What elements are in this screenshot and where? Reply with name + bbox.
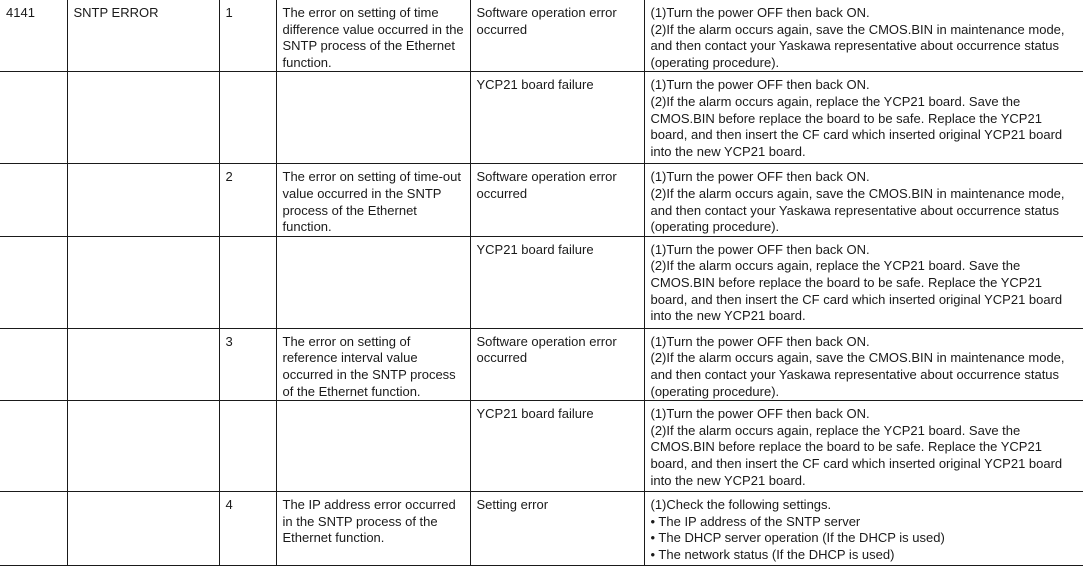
sub-code: 1 — [219, 0, 276, 72]
alarm-code-empty — [0, 328, 67, 400]
error-description: The error on setting of time-out value occurred in the SNTP process of the Ethernet function. — [276, 164, 470, 236]
alarm-name-empty — [67, 72, 219, 164]
remedy — [644, 328, 1083, 400]
table-row — [0, 401, 1083, 492]
alarm-code-empty — [0, 492, 67, 566]
sub-code: 3 — [219, 328, 276, 400]
table-row — [0, 328, 1083, 400]
remedy-step: (1)Turn the power OFF then back ON. — [650, 5, 870, 20]
remedy-step: (2)If the alarm occurs again, save the CMOS.BIN in maintenance mode, and then contact your Yaskawa representative about occurrence status (operating procedure). — [650, 350, 1065, 399]
remedy-step: (1)Check the following settings. — [650, 497, 832, 513]
alarm-code-empty — [0, 401, 67, 492]
remedy-step: (2)If the alarm occurs again, save the CMOS.BIN in maintenance mode, and then contact your Yaskawa representative about occurrence status (operating procedure). — [650, 21, 1065, 70]
remedy-step: (2)If the alarm occurs again, save the CMOS.BIN in maintenance mode, and then contact your Yaskawa representative about occurrence status (operating procedure). — [650, 185, 1065, 235]
error-description: The error on setting of time difference value occurred in the SNTP process of the Ethernet function. — [276, 0, 470, 72]
sub-code — [219, 236, 276, 328]
remedy-step: (2)If the alarm occurs again, replace the YCP21 board. Save the CMOS.BIN before replace the board to be safe. Replace the YCP21 board, and then insert the CF card which inserted original YCP21 board into the new YCP21 board. — [650, 93, 1063, 159]
remedy-step: (1)Turn the power OFF then back ON. — [650, 169, 870, 185]
error-cause: YCP21 board failure — [470, 72, 644, 164]
remedy — [644, 492, 1083, 566]
error-description — [276, 72, 470, 164]
sub-code: 2 — [219, 164, 276, 236]
error-cause: Software operation error occurred — [470, 0, 644, 72]
remedy-step: (1)Turn the power OFF then back ON. — [650, 333, 870, 349]
alarm-name-empty — [67, 236, 219, 328]
remedy-step: (1)Turn the power OFF then back ON. — [650, 406, 870, 422]
alarm-name: SNTP ERROR — [67, 0, 219, 72]
remedy-bullet: • The IP address of the SNTP server — [650, 513, 861, 529]
remedy-step: (2)If the alarm occurs again, replace the YCP21 board. Save the CMOS.BIN before replace the board to be safe. Replace the YCP21 board, and then insert the CF card which inserted original YCP21 board into the new YCP21 board. — [650, 422, 1063, 488]
error-description: The IP address error occurred in the SNTP process of the Ethernet function. — [276, 492, 470, 566]
alarm-name-empty — [67, 164, 219, 236]
error-cause: YCP21 board failure — [470, 236, 644, 328]
remedy — [644, 0, 1083, 72]
error-cause: Setting error — [470, 492, 644, 566]
error-cause: Software operation error occurred — [470, 328, 644, 400]
error-description — [276, 401, 470, 492]
alarm-name-empty — [67, 492, 219, 566]
remedy — [644, 72, 1083, 164]
table-row — [0, 492, 1083, 566]
alarm-code-empty — [0, 164, 67, 236]
table-row — [0, 0, 1083, 72]
alarm-code: 4141 — [0, 0, 67, 72]
remedy-step: (1)Turn the power OFF then back ON. — [650, 77, 870, 93]
alarm-code-empty — [0, 72, 67, 164]
remedy-bullet: • The network status (If the DHCP is used) — [650, 546, 895, 562]
error-cause: Software operation error occurred — [470, 164, 644, 236]
remedy — [644, 401, 1083, 492]
remedy — [644, 164, 1083, 236]
error-description — [276, 236, 470, 328]
alarm-code-empty — [0, 236, 67, 328]
remedy-step: (1)Turn the power OFF then back ON. — [650, 241, 870, 257]
remedy-step: (2)If the alarm occurs again, replace the YCP21 board. Save the CMOS.BIN before replace the board to be safe. Replace the YCP21 board, and then insert the CF card which inserted original YCP21 board into the new YCP21 board. — [650, 258, 1063, 324]
alarm-name-empty — [67, 328, 219, 400]
table-row — [0, 164, 1083, 236]
table-row — [0, 236, 1083, 328]
error-description: The error on setting of reference interval value occurred in the SNTP process of the Ethernet function. — [276, 328, 470, 400]
alarm-name-empty — [67, 401, 219, 492]
sub-code — [219, 72, 276, 164]
remedy-bullet: • The DHCP server operation (If the DHCP is used) — [650, 530, 945, 546]
sub-code — [219, 401, 276, 492]
remedy — [644, 236, 1083, 328]
table-row — [0, 72, 1083, 164]
sub-code: 4 — [219, 492, 276, 566]
error-cause: YCP21 board failure — [470, 401, 644, 492]
